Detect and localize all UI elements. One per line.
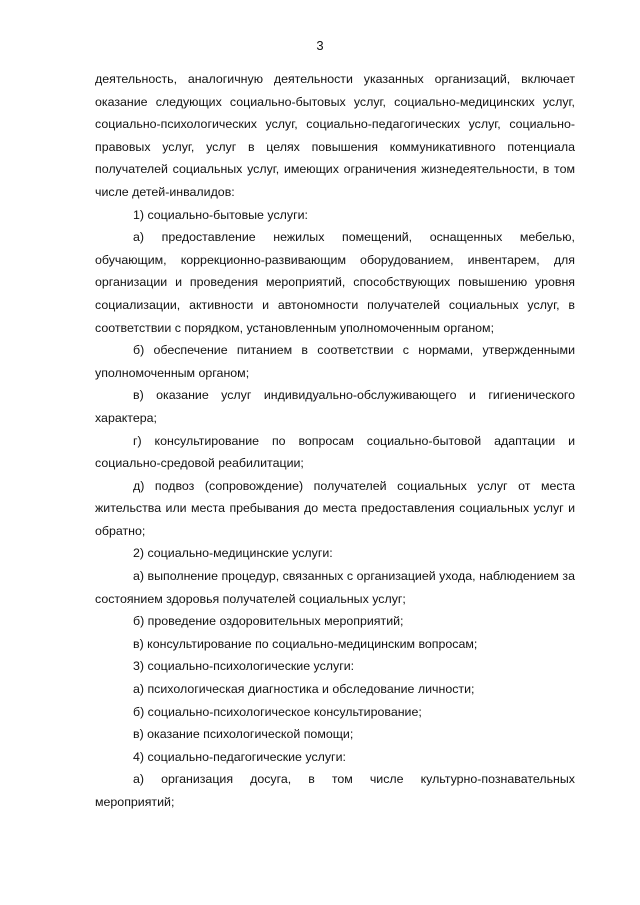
page-number: 3 [316, 38, 324, 53]
paragraph-intro: деятельность, аналогичную деятельности указанных организаций, включает оказание следующих социально-бытовых услуг, социально-медицинских услуг, социально-психологических услуг, социально-педагогических услуг, социально-правовых услуг, услуг в целях повышения коммуникативного потенциала получателей социальных услуг, имеющих ограничения жизнедеятельности, в том числе детей-инвалидов: [95, 72, 575, 199]
document-body [95, 68, 575, 814]
paragraph-item: в) консультирование по социально-медицинским вопросам; [133, 636, 478, 651]
paragraph-item: а) предоставление нежилых помещений, оснащенных мебелью, обучающим, коррекционно-развивающим оборудованием, инвентарем, для организации и проведения мероприятий, способствующих повышению уровня социализации, активности и автономности получателей социальных услуг, в соответствии с порядком, установленным уполномоченным органом; [95, 230, 575, 335]
paragraph-item: д) подвоз (сопровождение) получателей социальных услуг от места жительства или места пребывания до места предоставления социальных услуг и обратно; [95, 478, 575, 538]
paragraph-item: б) социально-психологическое консультирование; [133, 704, 422, 719]
paragraph-item: б) обеспечение питанием в соответствии с нормами, утвержденными уполномоченным органом; [95, 343, 575, 380]
paragraph-item: в) оказание психологической помощи; [133, 727, 354, 742]
paragraph-item: б) проведение оздоровительных мероприятий; [133, 614, 404, 629]
paragraph-section-3-heading: 3) социально-психологические услуги: [133, 659, 355, 674]
paragraph-item: в) оказание услуг индивидуально-обслуживающего и гигиенического характера; [95, 388, 575, 425]
paragraph-item: а) организация досуга, в том числе культурно-познавательных мероприятий; [95, 772, 575, 809]
paragraph-section-1-heading: 1) социально-бытовые услуги: [133, 207, 308, 222]
paragraph-section-4-heading: 4) социально-педагогические услуги: [133, 749, 346, 764]
paragraph-item: а) психологическая диагностика и обследование личности; [133, 682, 475, 697]
paragraph-section-2-heading: 2) социально-медицинские услуги: [133, 546, 333, 561]
paragraph-item: г) консультирование по вопросам социально-бытовой адаптации и социально-средовой реабилитации; [95, 433, 575, 471]
paragraph-item: а) выполнение процедур, связанных с организацией ухода, наблюдением за состоянием здоровья получателей социальных услуг; [95, 569, 575, 606]
